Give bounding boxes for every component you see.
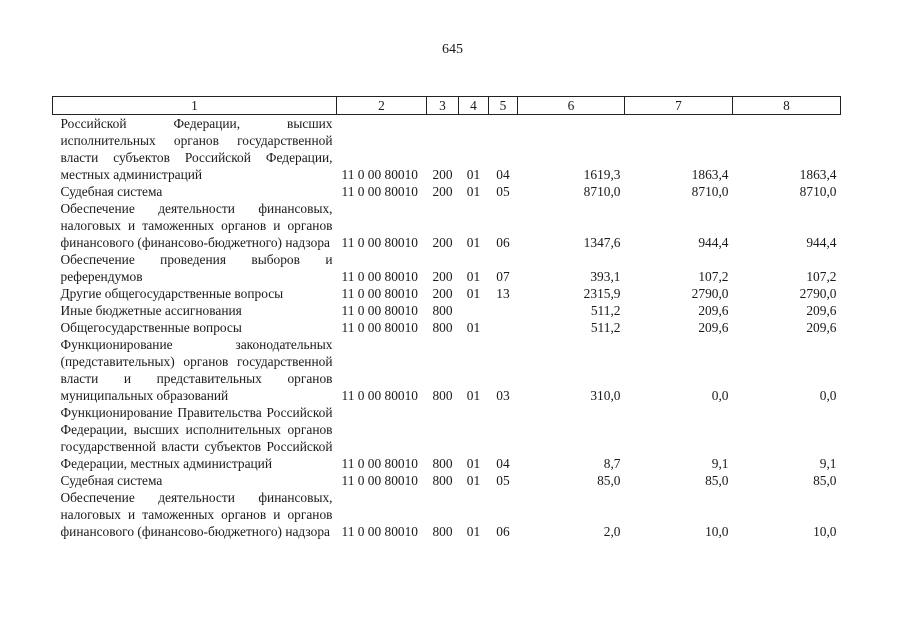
expense-type: 800 — [432, 303, 453, 318]
amount-col8: 944,4 — [806, 235, 837, 250]
expense-type: 200 — [432, 286, 453, 301]
section: 01 — [466, 456, 481, 471]
column-header-5: 5 — [489, 97, 518, 115]
amount-col7: 209,6 — [698, 320, 729, 335]
amount-col8: 9,1 — [819, 456, 837, 471]
expense-type: 800 — [432, 524, 453, 539]
target-code: 11 0 00 80010 — [341, 184, 418, 199]
column-header-3: 3 — [427, 97, 459, 115]
section: 01 — [466, 269, 481, 284]
amount-col6: 8710,0 — [583, 184, 621, 199]
row-name: Обеспечение деятельности финансовых, налоговых и таможенных органов и органов финансового (финансово-бюджетного) надзора — [60, 201, 333, 250]
amount-col7: 0,0 — [711, 388, 729, 403]
row-name: Обеспечение проведения выборов и референдумов — [60, 252, 333, 284]
amount-col7: 10,0 — [705, 524, 729, 539]
amount-col6: 310,0 — [590, 388, 621, 403]
row-name: Судебная система — [60, 473, 163, 488]
row-name: Функционирование законодательных (представительных) органов государственной власти и представительных органов муниципальных образований — [60, 337, 333, 403]
amount-col7: 8710,0 — [691, 184, 729, 199]
subsection: 13 — [496, 286, 510, 301]
amount-col6: 393,1 — [590, 269, 621, 284]
column-header-6: 6 — [518, 97, 625, 115]
section: 01 — [466, 184, 481, 199]
subsection: 07 — [496, 269, 510, 284]
amount-col8: 1863,4 — [799, 167, 837, 182]
row-name: Судебная система — [60, 184, 163, 199]
table-body — [53, 115, 841, 541]
subsection: 05 — [496, 473, 510, 488]
section: 01 — [466, 320, 481, 335]
amount-col8: 209,6 — [806, 303, 837, 318]
row-name: Иные бюджетные ассигнования — [60, 303, 242, 318]
row-name: Обеспечение деятельности финансовых, налоговых и таможенных органов и органов финансового (финансово-бюджетного) надзора — [60, 490, 333, 539]
expense-type: 800 — [432, 320, 453, 335]
section: 01 — [466, 388, 481, 403]
table-row — [53, 336, 841, 404]
section: 01 — [466, 167, 481, 182]
column-header-1: 1 — [53, 97, 337, 115]
amount-col6: 511,2 — [590, 320, 621, 335]
target-code: 11 0 00 80010 — [341, 167, 418, 182]
expense-type: 200 — [432, 167, 453, 182]
amount-col8: 10,0 — [813, 524, 837, 539]
table-row — [53, 472, 841, 489]
amount-col6: 1347,6 — [583, 235, 621, 250]
target-code: 11 0 00 80010 — [341, 235, 418, 250]
amount-col6: 1619,3 — [583, 167, 621, 182]
amount-col8: 8710,0 — [799, 184, 837, 199]
subsection: 04 — [496, 167, 510, 182]
table-row — [53, 404, 841, 472]
table-row — [53, 285, 841, 302]
amount-col7: 85,0 — [705, 473, 729, 488]
subsection: 06 — [496, 235, 510, 250]
expense-type: 800 — [432, 473, 453, 488]
budget-table — [52, 96, 841, 540]
expense-type: 200 — [432, 235, 453, 250]
expense-type: 800 — [432, 456, 453, 471]
amount-col8: 0,0 — [819, 388, 837, 403]
amount-col8: 85,0 — [813, 473, 837, 488]
column-header-4: 4 — [459, 97, 489, 115]
target-code: 11 0 00 80010 — [341, 303, 418, 318]
expense-type: 200 — [432, 269, 453, 284]
expense-type: 200 — [432, 184, 453, 199]
subsection: 06 — [496, 524, 510, 539]
table-row — [53, 302, 841, 319]
amount-col6: 8,7 — [603, 456, 621, 471]
target-code: 11 0 00 80010 — [341, 473, 418, 488]
table-row — [53, 115, 841, 184]
amount-col7: 107,2 — [698, 269, 729, 284]
amount-col6: 511,2 — [590, 303, 621, 318]
table-row — [53, 200, 841, 251]
amount-col7: 944,4 — [698, 235, 729, 250]
amount-col8: 209,6 — [806, 320, 837, 335]
table-row — [53, 183, 841, 200]
amount-col6: 2,0 — [603, 524, 621, 539]
target-code: 11 0 00 80010 — [341, 524, 418, 539]
target-code: 11 0 00 80010 — [341, 456, 418, 471]
section: 01 — [466, 286, 481, 301]
target-code: 11 0 00 80010 — [341, 388, 418, 403]
subsection — [489, 302, 518, 319]
subsection: 03 — [496, 388, 510, 403]
expense-type: 800 — [432, 388, 453, 403]
column-header-7: 7 — [625, 97, 733, 115]
amount-col7: 1863,4 — [691, 167, 729, 182]
row-name: Общегосударственные вопросы — [60, 320, 242, 335]
section: 01 — [466, 473, 481, 488]
section — [459, 302, 489, 319]
table-row — [53, 251, 841, 285]
row-name: Другие общегосударственные вопросы — [60, 286, 284, 301]
row-name: Функционирование Правительства Российской Федерации, высших исполнительных органов государственной власти субъектов Российской Федерации, местных администраций — [60, 405, 333, 471]
amount-col8: 107,2 — [806, 269, 837, 284]
target-code: 11 0 00 80010 — [341, 320, 418, 335]
table-row — [53, 489, 841, 540]
amount-col6: 85,0 — [597, 473, 621, 488]
target-code: 11 0 00 80010 — [341, 269, 418, 284]
section: 01 — [466, 524, 481, 539]
amount-col6: 2315,9 — [583, 286, 621, 301]
header-row — [53, 97, 841, 115]
section: 01 — [466, 235, 481, 250]
column-header-8: 8 — [733, 97, 841, 115]
target-code: 11 0 00 80010 — [341, 286, 418, 301]
amount-col7: 9,1 — [711, 456, 729, 471]
row-name: Российской Федерации, высших исполнительных органов государственной власти субъектов Российской Федерации, местных администраций — [60, 116, 333, 182]
subsection: 05 — [496, 184, 510, 199]
amount-col8: 2790,0 — [799, 286, 837, 301]
amount-col7: 209,6 — [698, 303, 729, 318]
amount-col7: 2790,0 — [691, 286, 729, 301]
page-number: 645 — [442, 42, 463, 57]
column-header-2: 2 — [337, 97, 427, 115]
subsection: 04 — [496, 456, 510, 471]
subsection — [489, 319, 518, 336]
table-row — [53, 319, 841, 336]
